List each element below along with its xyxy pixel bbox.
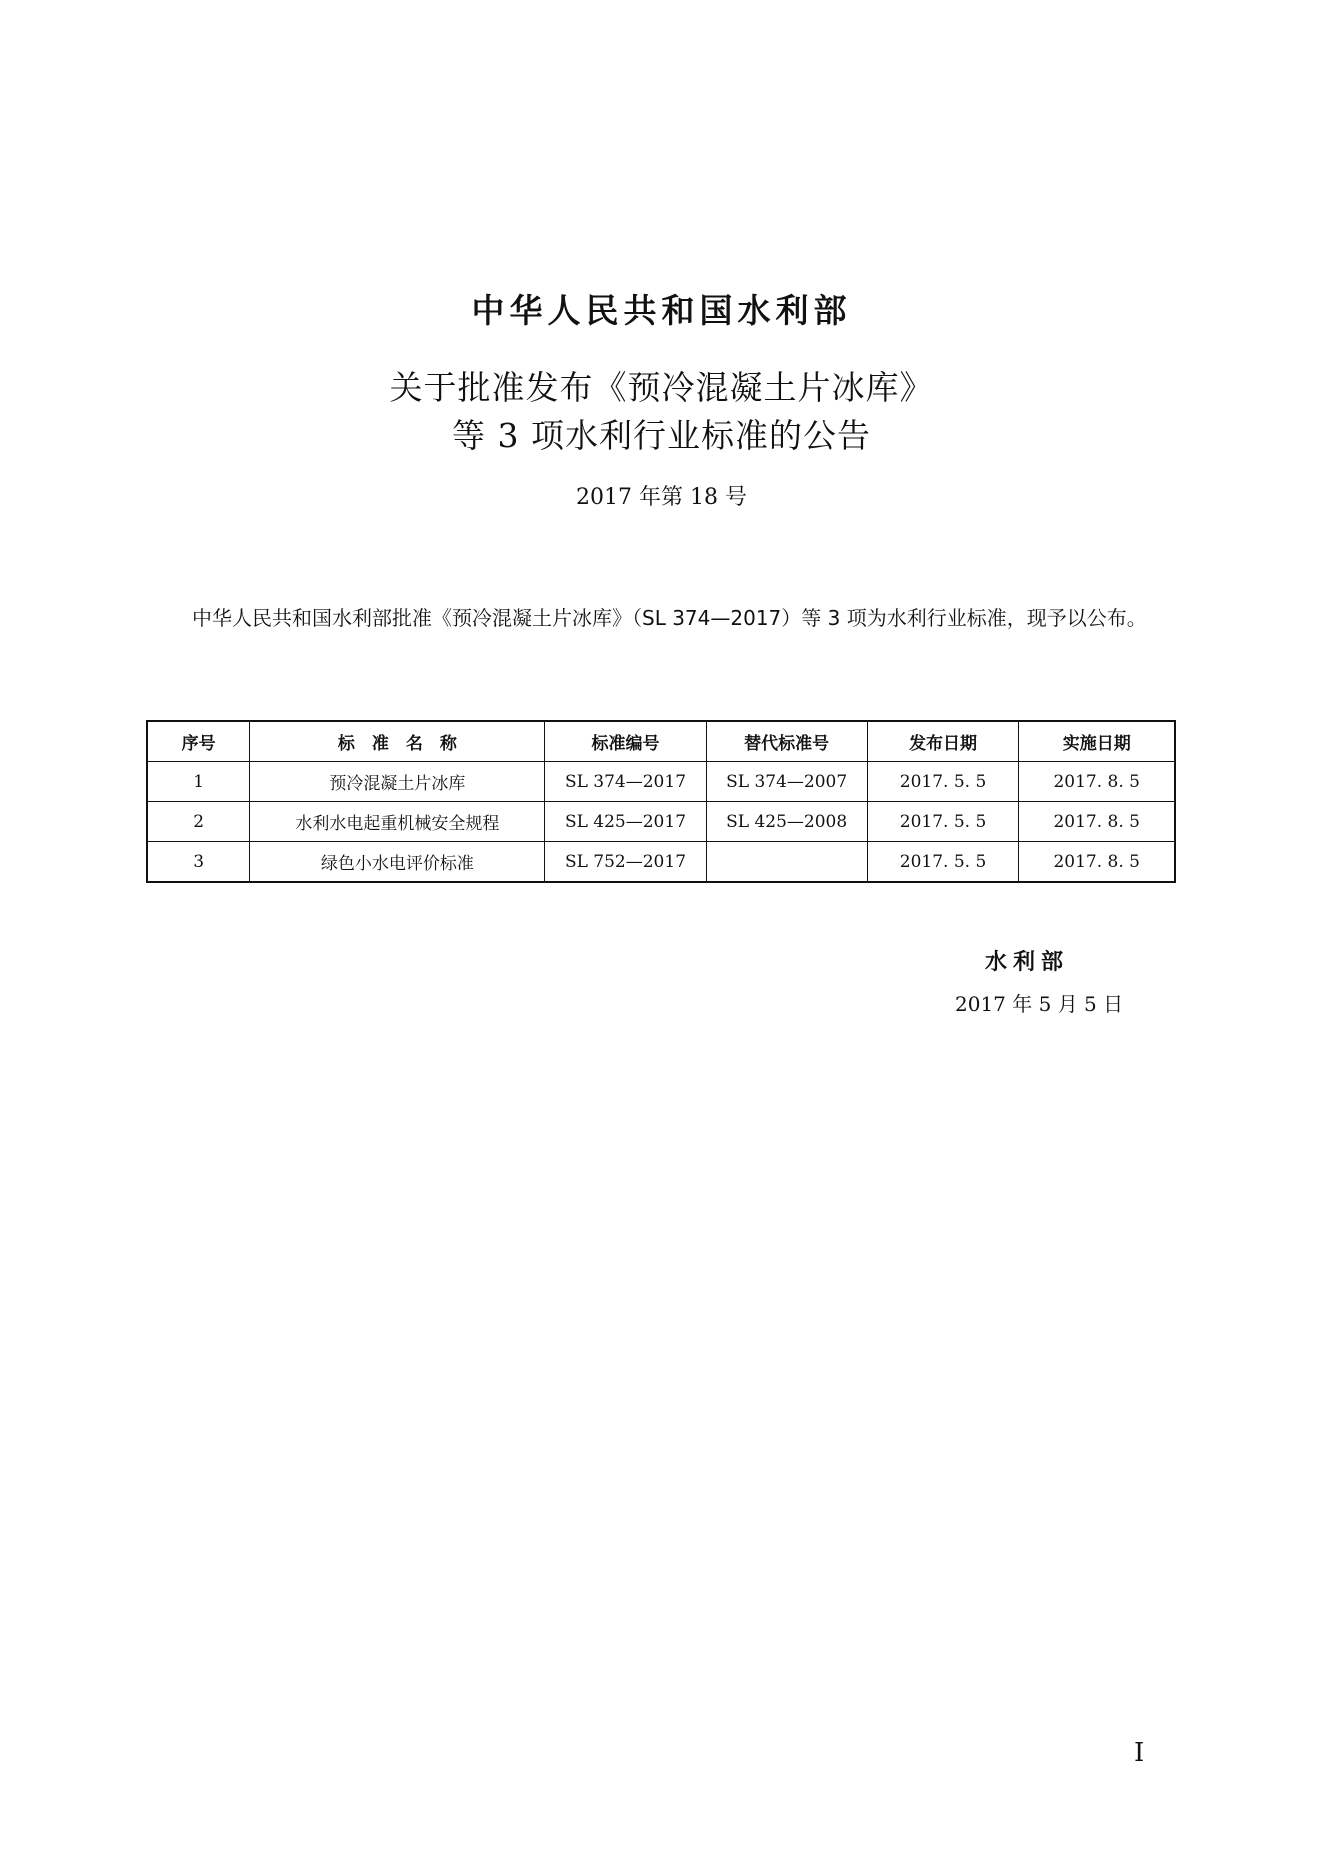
cell-effective-date: 2017. 8. 5 [1019, 762, 1175, 802]
cell-replaced-code [706, 842, 867, 883]
cell-publish-date: 2017. 5. 5 [867, 762, 1019, 802]
header-standard-code: 标准编号 [545, 721, 706, 762]
cell-publish-date: 2017. 5. 5 [867, 802, 1019, 842]
cell-serial: 3 [147, 842, 250, 883]
table-header [147, 721, 1175, 762]
table-body [147, 762, 1175, 883]
cell-standard-code: SL 374—2017 [545, 762, 706, 802]
announcement-title-line1: 关于批准发布《预冷混凝土片冰库》 [389, 368, 934, 407]
cell-standard-code: SL 425—2017 [545, 802, 706, 842]
announcement-paragraph: 中华人民共和国水利部批准《预冷混凝土片冰库》（SL 374—2017）等 3 项为水利行业标准，现予以公布。 [192, 606, 1147, 630]
table-header-row [147, 721, 1175, 762]
cell-effective-date: 2017. 8. 5 [1019, 842, 1175, 883]
cell-standard-name: 预冷混凝土片冰库 [250, 762, 545, 802]
cell-replaced-code: SL 425—2008 [706, 802, 867, 842]
ministry-heading: 中华人民共和国水利部 [471, 291, 852, 330]
standards-table [146, 720, 1176, 883]
announcement-title-line2: 等 3 项水利行业标准的公告 [452, 416, 871, 455]
cell-replaced-code: SL 374—2007 [706, 762, 867, 802]
header-replaced-code: 替代标准号 [706, 721, 867, 762]
cell-standard-name: 绿色小水电评价标准 [250, 842, 545, 883]
header-serial: 序号 [147, 721, 250, 762]
table-row [147, 802, 1175, 842]
table-row [147, 762, 1175, 802]
header-effective-date: 实施日期 [1019, 721, 1175, 762]
cell-effective-date: 2017. 8. 5 [1019, 802, 1175, 842]
issue-number: 2017 年第 18 号 [576, 485, 747, 510]
cell-standard-name: 水利水电起重机械安全规程 [250, 802, 545, 842]
header-standard-name: 标 准 名 称 [250, 721, 545, 762]
table-row [147, 842, 1175, 883]
cell-serial: 2 [147, 802, 250, 842]
page-number: I [1134, 1738, 1145, 1768]
cell-standard-code: SL 752—2017 [545, 842, 706, 883]
header-publish-date: 发布日期 [867, 721, 1019, 762]
cell-publish-date: 2017. 5. 5 [867, 842, 1019, 883]
signing-authority: 水利部 [985, 950, 1070, 975]
cell-serial: 1 [147, 762, 250, 802]
signing-date: 2017 年 5 月 5 日 [955, 992, 1124, 1016]
